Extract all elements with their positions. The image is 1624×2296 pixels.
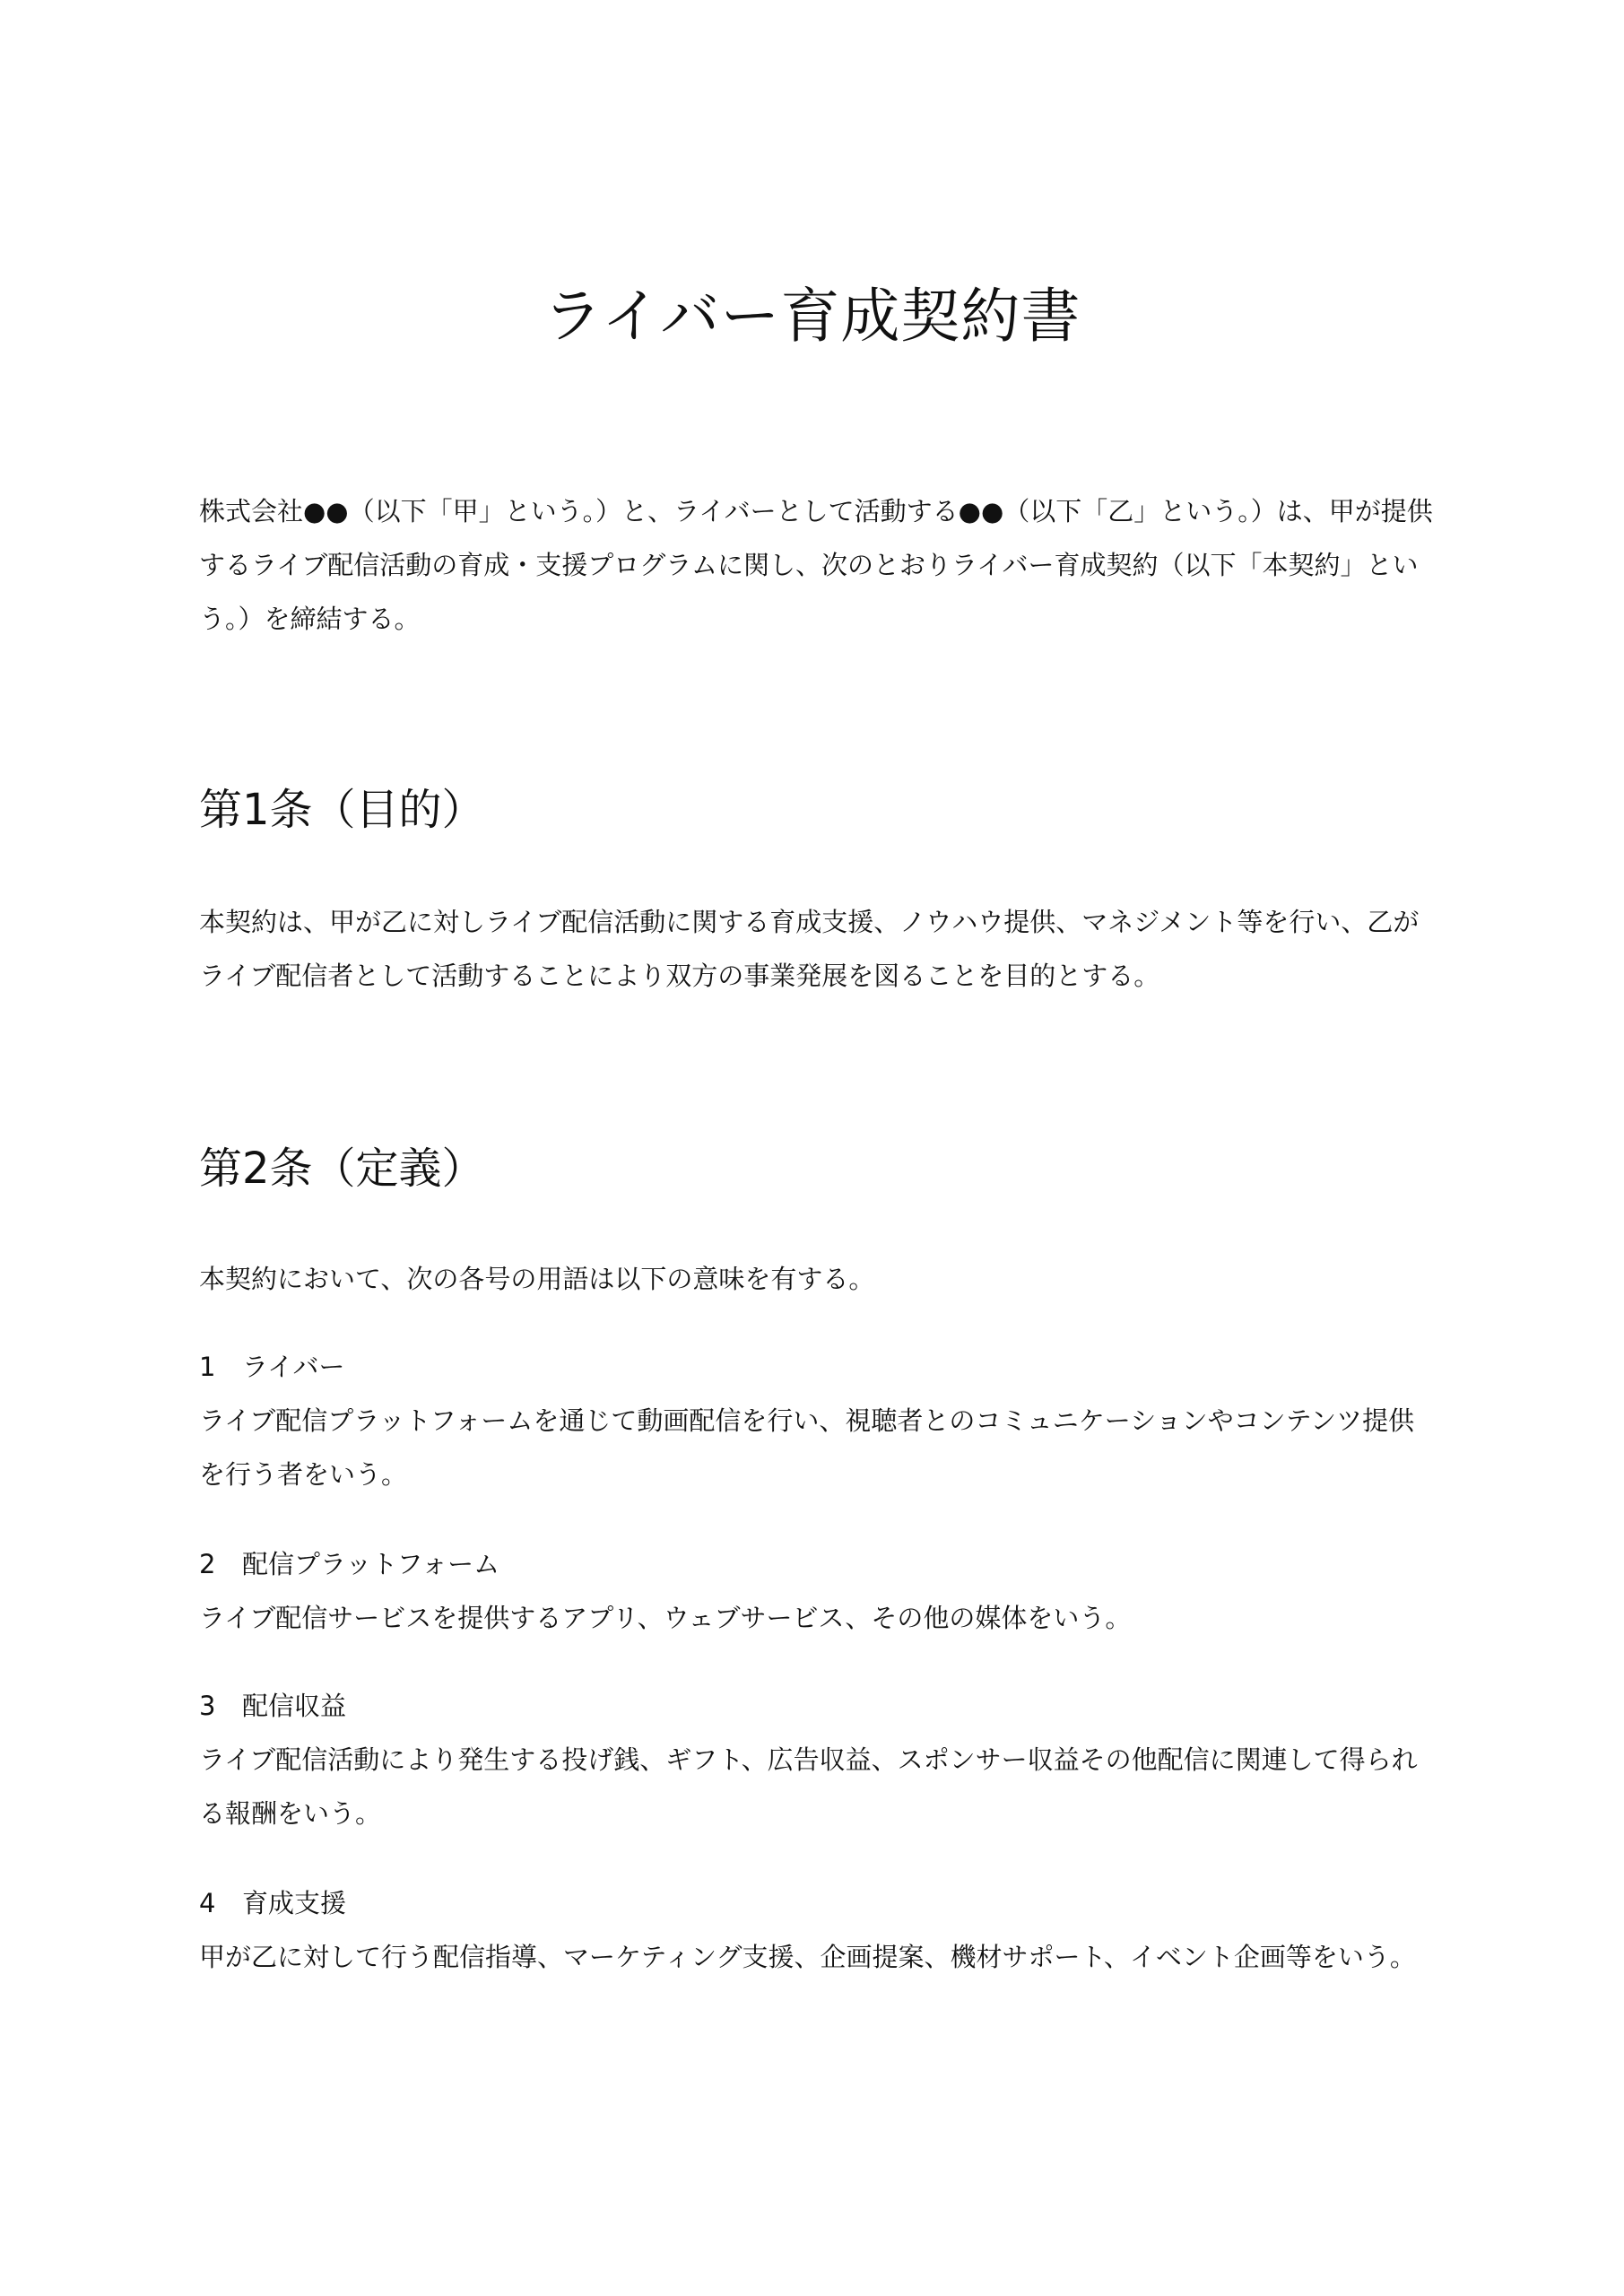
article-2-heading: 第2条（定義） — [199, 1144, 485, 1194]
definition-2-label: 配信プラットフォーム — [242, 1549, 500, 1579]
definition-1-number: 1 — [199, 1352, 216, 1382]
definition-2-description: ライブ配信サービスを提供するアプリ、ウェブサービス、その他の媒体をいう。 — [199, 1603, 1132, 1633]
definition-1-description: ライブ配信プラットフォームを通じて動画配信を行い、視聴者とのコミュニケーションやコンテンツ提供を行う者をいう。 — [199, 1405, 1415, 1490]
definition-3-number: 3 — [199, 1691, 216, 1721]
definition-2-term — [199, 1537, 499, 1591]
definition-1-label: ライバー — [242, 1352, 345, 1382]
definition-3-description: ライブ配信活動により発生する投げ銭、ギフト、広告収益、スポンサー収益その他配信に関連して得られる報酬をいう。 — [199, 1744, 1418, 1829]
article-2-text: 本契約において、次の各号の用語は以下の意味を有する。 — [199, 1264, 875, 1294]
definition-4-label: 育成支援 — [242, 1888, 347, 1918]
definition-3-term — [199, 1679, 346, 1733]
intro-paragraph: 株式会社●●（以下「甲」という。）と、ライバーとして活動する●●（以下「乙」という。）は、甲が提供するライブ配信活動の育成・支援プログラムに関し、次のとおりライバー育成契約（以下「本契約」という。）を締結する。 — [199, 496, 1433, 634]
article-1-text: 本契約は、甲が乙に対しライブ配信活動に関する育成支援、ノウハウ提供、マネジメント等を行い、乙がライブ配信者として活動することにより双方の事業発展を図ることを目的とする。 — [199, 907, 1420, 991]
definition-3-label: 配信収益 — [242, 1691, 347, 1721]
definition-4-number: 4 — [199, 1888, 216, 1918]
definition-4-term — [199, 1876, 346, 1930]
document-title: ライバー育成契約書 — [543, 282, 1081, 351]
definition-2-number: 2 — [199, 1549, 216, 1579]
definition-4-description: 甲が乙に対して行う配信指導、マーケティング支援、企画提案、機材サポート、イベント企画等をいう。 — [199, 1942, 1416, 1972]
definition-1-term — [199, 1340, 345, 1394]
article-1-heading: 第1条（目的） — [199, 785, 485, 835]
